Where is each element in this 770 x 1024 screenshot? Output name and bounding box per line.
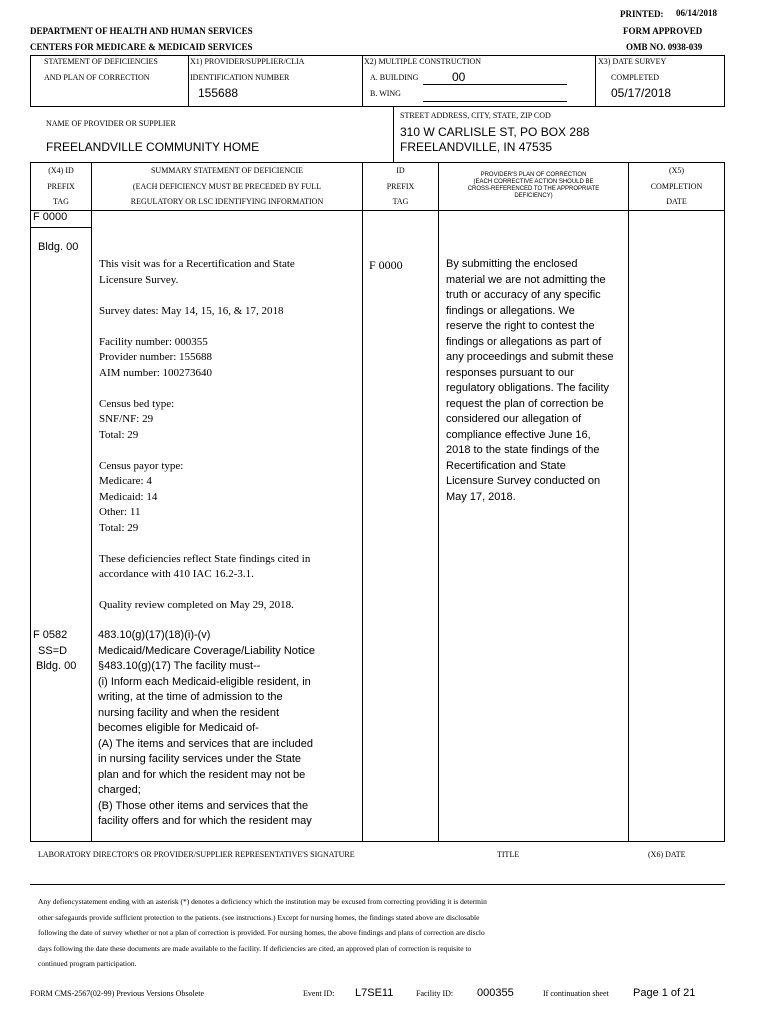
completed-label: COMPLETED — [611, 73, 659, 82]
completion-label: COMPLETION — [650, 182, 703, 191]
snf-count: SNF/NF: 29 — [99, 413, 154, 425]
disclaimer-text: Any defiencystatement ending with an asterisk (*) denotes a deficiency which the institution may be excused from correcting providing it is determin other safegaurds provide sufficient protection to the patients. (see instructions.) Except for nursing homes, the findings stated above are disclosable following the date of survey whether or not a plan of correction is provided. For nursing homes, the above findings and plans of correction are disclo days following the date these documents are made available to the facility. If deficiencies are cited, an approved plan of correction is requisite to continued program participation. — [38, 897, 487, 969]
table-bottom-rule — [30, 841, 725, 842]
header-bottom-rule — [30, 162, 725, 163]
visit-line-1: This visit was for a Recertification and State — [99, 258, 295, 270]
col-left-edge — [30, 162, 31, 842]
quality-review: Quality review completed on May 29, 2018. — [99, 599, 294, 611]
address-line-1: 310 W CARLISLE ST, PO BOX 288 — [400, 125, 590, 139]
provider-number: Provider number: 155688 — [99, 351, 213, 363]
medicaid-count: Medicaid: 14 — [99, 490, 158, 503]
id-label: ID — [396, 166, 405, 175]
x5-label: (X5) — [668, 166, 685, 175]
visit-line-2: Licensure Survey. — [99, 273, 179, 286]
id-tag-label: TAG — [392, 197, 409, 206]
provider-name-value: FREELANDVILLE COMMUNITY HOME — [46, 140, 260, 154]
page-number: Page 1 of 21 — [633, 987, 696, 999]
facility-id-label: Facility ID: — [416, 989, 454, 998]
id-prefix-label: PREFIX — [386, 182, 415, 191]
reflect-line-2: accordance with 410 IAC 16.2-3.1. — [99, 568, 254, 580]
x1-label: X1) PROVIDER/SUPPLIER/CLIA — [190, 57, 305, 66]
header-top-rule — [30, 55, 725, 56]
header-left-edge — [30, 55, 31, 106]
header-right-edge — [724, 55, 725, 106]
summary-f0582: 483.10(g)(17)(18)(i)-(v) Medicaid/Medicare Coverage/Liability Notice §483.10(g)(17) The facility must-- (i) Inform each Medicaid-eligible resident, in writing, at the time of admission to the nursing facility and when the resident becomes eligible for Medicaid of- (A) The items and services that are included in nursing facility services under the State plan and for which the resident may not be charged; (B) Those other items and services that the facility offers and for which the resident may — [98, 629, 316, 827]
summary-label: SUMMARY STATEMENT OF DEFICIENCIE — [150, 166, 304, 175]
provider-id-value: 155688 — [198, 86, 239, 100]
census-bed-type: Census bed type: — [99, 397, 175, 410]
tag-f0000: F 0000 — [33, 211, 68, 223]
x3-label: X3) DATE SURVEY — [598, 57, 667, 66]
col-div-3 — [438, 162, 439, 842]
provider-name-label: NAME OF PROVIDER OR SUPPLIER — [46, 119, 176, 128]
header-div-3 — [595, 55, 596, 106]
department-title: DEPARTMENT OF HEALTH AND HUMAN SERVICES — [30, 26, 253, 36]
address-label: STREET ADDRESS, CITY, STATE, ZIP COD — [400, 111, 551, 120]
total-payor: Total: 29 — [99, 521, 139, 534]
title-label: TITLE — [497, 850, 520, 859]
header-div-2 — [362, 55, 363, 106]
tag-f0582 — [33, 628, 76, 675]
director-signature-label: LABORATORY DIRECTOR'S OR PROVIDER/SUPPLIER REPRESENTATIVE'S SIGNATURE — [38, 850, 355, 859]
facility-id-value: 000355 — [477, 987, 514, 999]
tag-underline — [30, 227, 91, 228]
census-payor-type: Census payor type: — [99, 459, 184, 472]
event-id-value: L7SE11 — [355, 987, 394, 999]
signature-rule — [30, 884, 725, 885]
medicare-count: Medicare: 4 — [99, 475, 152, 487]
omb-number: OMB NO. 0938-039 — [626, 42, 703, 52]
reflect-line-1: These deficiencies reflect State findings cited in — [99, 552, 311, 565]
address-line-2: FREELANDVILLE, IN 47535 — [400, 140, 553, 154]
other-count: Other: 11 — [99, 506, 141, 518]
plan-tag-f0000: F 0000 — [369, 258, 403, 272]
form-number: FORM CMS-2567(02-99) Previous Versions Obsolete — [30, 989, 205, 998]
col-div-2 — [362, 162, 363, 842]
summary-label-2: (EACH DEFICIENCY MUST BE PRECEDED BY FULL — [132, 182, 322, 191]
printed-date: 06/14/2018 — [676, 8, 718, 18]
col-div-1 — [91, 162, 92, 842]
building-label: A. BUILDING — [370, 73, 419, 82]
x2-label: X2) MULTIPLE CONSTRUCTION — [364, 57, 482, 66]
column-header-rule — [30, 210, 725, 211]
summary-f0000 — [99, 257, 359, 614]
total-beds: Total: 29 — [99, 428, 139, 441]
summary-label-3: REGULATORY OR LSC IDENTIFYING INFORMATION — [130, 197, 324, 206]
building-value: 00 — [452, 70, 466, 84]
x4-tag-label: TAG — [53, 197, 69, 206]
col-right-edge — [724, 162, 725, 842]
tag-f0000-bldg: Bldg. 00 — [38, 241, 79, 253]
agency-title: CENTERS FOR MEDICARE & MEDICAID SERVICES — [30, 42, 253, 52]
aim-number: AIM number: 100273640 — [99, 366, 213, 379]
form-approved: FORM APPROVED — [623, 26, 703, 36]
wing-label: B. WING — [370, 89, 401, 98]
x4-id-label: (X4) ID — [48, 166, 74, 175]
plan-of-correction-text: By submitting the enclosed material we are not admitting the truth or accuracy of any specific findings or allegations. We reserve the right to contest the findings or allegations as part of any proceedings and submit these responses pursuant to our regulatory obligations. The facility request the plan of correction be considered our allegation of compliance effective June 16, 2018 to the state findings of the Recertification and State Licensure Survey conducted on May 17, 2018. — [446, 258, 614, 503]
header-div-1 — [188, 55, 189, 106]
name-address-divider — [393, 106, 394, 162]
survey-date-value: 05/17/2018 — [611, 86, 672, 100]
wing-underline — [423, 101, 567, 102]
event-id-label: Event ID: — [303, 989, 335, 998]
building-underline — [423, 84, 567, 85]
facility-number: Facility number: 000355 — [99, 335, 208, 348]
header-mid-rule — [30, 106, 725, 107]
date-label: DATE — [666, 197, 687, 206]
tag-f0582-id: F 0582 — [33, 629, 68, 641]
continuation-label: If continuation sheet — [543, 989, 609, 998]
survey-dates: Survey dates: May 14, 15, 16, & 17, 2018 — [99, 304, 284, 317]
printed-label: PRINTED: — [620, 9, 664, 19]
plan-of-correction-header: PROVIDER'S PLAN OF CORRECTION (EACH CORRECTIVE ACTION SHOULD BE CROSS-REFERENCED TO THE APPROPRIATE DEFICIENCY) — [467, 172, 600, 199]
tag-f0582-bldg: Bldg. 00 — [36, 660, 77, 672]
col-div-4 — [628, 162, 629, 842]
x6-date-label: (X6) DATE — [648, 850, 686, 859]
tag-f0582-ss: SS=D — [38, 644, 68, 657]
plan-of-correction-label: AND PLAN OF CORRECTION — [44, 73, 150, 82]
x4-prefix-label: PREFIX — [47, 182, 75, 191]
statement-label: STATEMENT OF DEFICIENCIES — [44, 57, 158, 66]
x1-label-2: IDENTIFICATION NUMBER — [190, 73, 290, 82]
